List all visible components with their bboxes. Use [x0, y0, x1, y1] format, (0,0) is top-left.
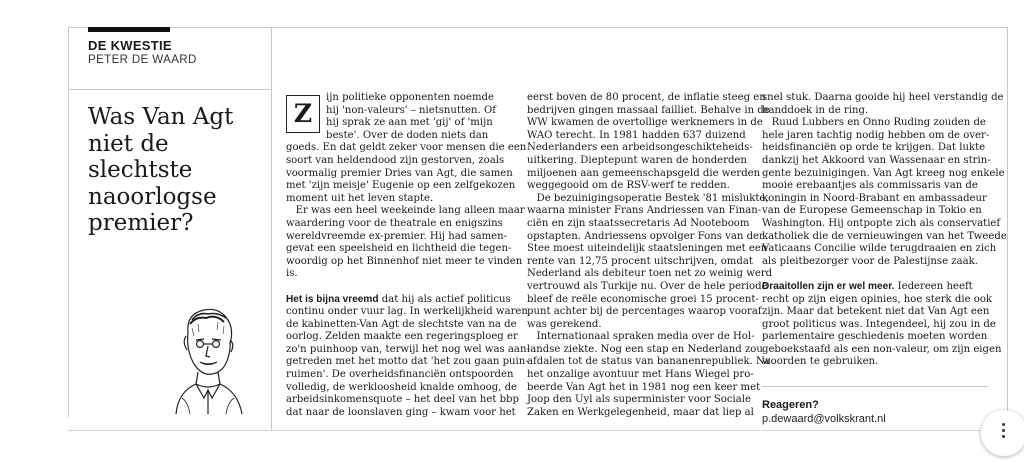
text-line: de kabinetten-Van Agt de slechtste van na de: [286, 318, 517, 330]
section-kicker: DE KWESTIE: [88, 38, 172, 53]
sidebar-divider: [271, 27, 272, 431]
text-line: dat naar de loonslaven ging – kwam voor het: [286, 406, 516, 418]
subhead-lead: Het is bijna vreemd: [286, 293, 379, 305]
text-line: getreden met het motto dat 'het zou gaan puin-: [286, 356, 529, 368]
text-line: heidsfinanciën op orde te krijgen. Dat lukte: [762, 142, 986, 154]
text-line: beste'. Over de doden niets dan: [326, 129, 489, 141]
text-line: gente bezuinigingen. Van Agt kreeg nog enkele: [762, 167, 1005, 179]
frame-top-border: [68, 27, 1008, 28]
text-line: vertrouwd als Turkije nu. Over de hele periode: [527, 280, 768, 292]
text-line: groot politicus was. Integendeel, hij zou in de: [762, 318, 996, 330]
text-line: katholiek die de vernieuwingen van het Tweede: [762, 230, 1007, 242]
header-divider: [68, 89, 272, 90]
text-line: gevat een speelsheid en lichtheid die tegen-: [286, 243, 512, 255]
text-line: goeds. En dat geldt zeker voor mensen die een: [286, 142, 527, 154]
text-line: weggegooid om de RSV-werf te redden.: [527, 180, 730, 192]
author-name: PETER DE WAARD: [88, 54, 197, 66]
dropcap: Z: [286, 95, 320, 133]
frame-bottom-border: [68, 430, 1008, 431]
text-line: beerde Van Agt het in 1981 nog een keer met: [527, 381, 761, 393]
text-line: Washington. Hij ontpopte zich als conservatief: [762, 217, 1001, 229]
text-line: arbeidsinkomensquote – het deel van het bbp: [286, 394, 519, 406]
text-line: van de Europese Gemeenschap in Tokio en: [762, 205, 982, 217]
text-line: dankzij het Akkoord van Wassenaar en strin-: [762, 154, 991, 166]
reageren-email-link[interactable]: p.dewaard@volkskrant.nl: [762, 413, 886, 425]
text-line: parlementaire geschiedenis moeten worden: [762, 331, 988, 343]
text-line: Er was een heel weekeinde lang alleen maar: [286, 205, 525, 217]
text-line: Zaken en Werkgelegenheid, maar dat liep al: [527, 406, 754, 418]
text-line: bedrijven gingen massaal failliet. Behalve in de: [527, 104, 770, 116]
text-line: bleef de reële economische groei 15 procent-: [527, 293, 759, 305]
text-line: oorlog. Zelden maakte een regeringsploeg er: [286, 331, 518, 343]
text-line: eerst boven de 80 procent, de inflatie steeg en: [527, 92, 766, 103]
text-line: [286, 294, 512, 307]
kicker-bar: [88, 27, 170, 32]
more-options-button[interactable]: [981, 410, 1024, 456]
reageren-title: Reageren?: [762, 399, 819, 411]
text-line: Vaticaans Concilie wilde terugdraaien en zich: [762, 243, 997, 255]
text-line: punt achter bij de percentages waarop vooraf: [527, 306, 762, 318]
text-line: rente van 12,75 procent uitschrijven, omdat: [527, 255, 753, 267]
more-vertical-icon: [1001, 423, 1006, 441]
text-line: mooie erebaantjes als commissaris van de: [762, 180, 978, 192]
article-column-3: [762, 92, 1007, 369]
text-line: uitkering. Dieptepunt waren de honderden: [527, 154, 747, 166]
text-line: volledig, de werkloosheid knalde omhoog, de: [286, 381, 518, 393]
text-line: soort van heldendood zijn gestorven, zoals: [286, 154, 505, 166]
headline: Was Van Agt niet de slechtste naoorlogse premier?: [88, 104, 234, 236]
text-line: opstapten. Andriessens opvolger Fons van der: [527, 230, 764, 242]
text-line: was gerekend.: [527, 318, 602, 330]
text-line: ciën en zijn staatssecretaris Ad Nooteboom: [527, 217, 750, 229]
article-column-2: [527, 92, 773, 419]
text-line: Nederland als debiteur toen net zo weinig werd: [527, 268, 773, 280]
text-line: hij sprak ze aan met 'gij' of 'mijn: [326, 117, 493, 129]
text-line: ruimen'. De overheidsfinanciën ontspoorden: [286, 369, 514, 381]
text-line: miljoenen aan gemeenschapsgeld die werden: [527, 167, 761, 179]
text-line: waardering voor de theatrale en enigszins: [286, 217, 503, 229]
author-portrait-illustration: [168, 302, 248, 414]
text-line: zo'n puinhoop van, terwijl het nog wel was aan-: [286, 343, 530, 355]
text-line: afdalen tot de status van bananenrepubliek. Na: [527, 356, 771, 368]
text-line: ijn politieke opponenten noemde: [326, 92, 494, 103]
text-line: Internationaal spraken media over de Hol-: [527, 331, 755, 343]
text-line: WAO terecht. In 1981 hadden 637 duizend: [527, 129, 746, 141]
text-line: continu onder vuur lag. In werkelijkheid waren: [286, 306, 528, 318]
text-line: koningin in Noord-Brabant en ambassadeur: [762, 192, 987, 204]
frame-left-border: [68, 27, 69, 417]
text-line: recht op zijn eigen opinies, hoe sterk die ook: [762, 293, 993, 305]
frame-right-border: [1007, 27, 1008, 431]
text-line: woordig op het Binnenhof niet meer te vinden: [286, 255, 523, 267]
text-line: is.: [286, 268, 298, 280]
text-line: snel stuk. Daarna gooide hij heel verstandig de: [762, 92, 1004, 103]
text-line: wereldvreemde ex-premier. Hij had samen-: [286, 230, 508, 242]
text-line: hele jaren tachtig nodig hebben om de over-: [762, 129, 990, 141]
text-line: waarna minister Frans Andriessen van Finan-: [527, 205, 762, 217]
text-span: Iedereen heeft: [894, 280, 973, 292]
text-line: als pleitbezorger voor de Palestijnse zaak.: [762, 255, 978, 267]
subhead-lead: Draaitollen zijn er wel meer.: [762, 280, 895, 292]
text-line: met 'zijn meisje' Eugenie op een zelfgekozen: [286, 180, 516, 192]
article-column-1: [286, 92, 530, 419]
text-line: De bezuinigingsoperatie Bestek '81 mislukte,: [527, 192, 769, 204]
text-line: zijn. Maar dat betekent niet dat Van Agt een: [762, 306, 990, 318]
text-line: voormalig premier Dries van Agt, die samen: [286, 167, 513, 179]
text-line: Joop den Uyl als superminister voor Sociale: [527, 394, 751, 406]
reageren-divider: [762, 386, 988, 387]
text-line: WW kwamen de overtollige werknemers in de: [527, 117, 763, 129]
text-line: woorden te gebruiken.: [762, 356, 879, 368]
text-line: Ruud Lubbers en Onno Ruding zouden de: [762, 117, 986, 129]
text-line: handdoek in de ring.: [762, 104, 869, 116]
text-line: Stee moest uiteindelijk staatsleningen met een: [527, 243, 768, 255]
text-line: moment uit het leven stapte.: [286, 192, 434, 204]
text-line: geboekstaafd als een non-valeur, om zijn eigen: [762, 343, 1002, 355]
text-line: hij 'non-valeurs' – nietsnutten. Of: [326, 104, 496, 116]
text-span: dat hij als actief politicus: [378, 293, 511, 305]
text-line: het onzalige avontuur met Hans Wiegel pro-: [527, 369, 754, 381]
text-line: [762, 281, 988, 294]
text-line: landse ziekte. Nog een stap en Nederland zou: [527, 343, 763, 355]
text-line: Nederlanders een arbeidsongeschikteheids-: [527, 142, 753, 154]
